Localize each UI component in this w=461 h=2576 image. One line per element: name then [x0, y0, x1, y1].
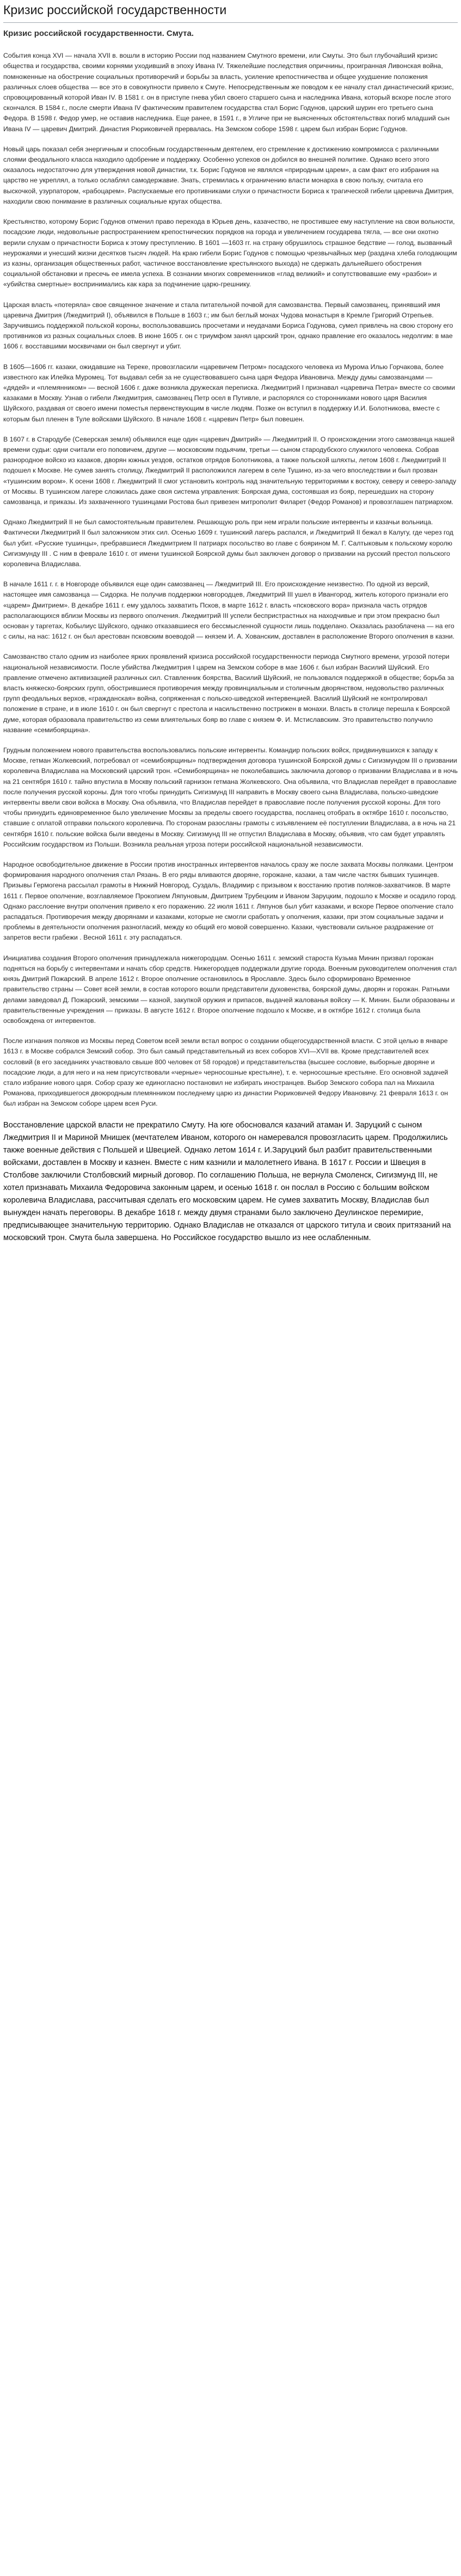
page-title: Кризис российской государственности — [3, 2, 458, 23]
paragraph-9: Самозванство стало одним из наиболее ярких проявлений кризиса российской государственности периода Смутного времени, угрозой потери национальной независимости. После убийства Лжедмитрия I царем на Земском соборе в мае 1606 г. был избран Василий Шуйский. Его правление отмечено активизацией различных сил. Ставленник боярства, Василий Шуйский, не пользовался поддержкой в обществе; борьба за власть княжеско-боярских групп, обострившиеся противоречия между провинциальным и столичным дворянством, недовольство различных групп феодальных верхов, «гражданская» война, сопряженная с польско-шведской интервенцией. Василий Шуйский не контролировал положение в стране, и в июле 1610 г. он был свергнут с престола и насильственно пострижен в монахи. Власть в столице перешла к Боярской думе, которая образовала правительство из семи влиятельных бояр во главе с князем Ф. И. Мстиславским. Это правительство получило название «семибоярщина». — [3, 653, 454, 734]
article-body — [3, 51, 458, 1244]
paragraph-1: События конца XVI — начала XVII в. вошли в историю России под названием Смутного времени, или Смуты. Это был глубочайший кризис общества и государства, своими корнями уходивший в эпоху Ивана IV. Тяжелейшие последствия опричнины, проигранная Ливонская война, помноженные на обострение социальных противоречий и борьбы за власть, усиление крепостничества и общее ухудшение положения различных слоев общества — все это в совокупности привело к Смуте. Непосредственным же поводом к ее началу стал династический кризис, спровоцированный которой Иван IV. В 1581 г. он в приступе гнева убил своего старшего сына и наследника Ивана, который вскоре после этого скончался. В 1584 г., после смерти Ивана IV фактическим правителем государства стал Борис Годунов, царский шурин его третьего сына Федора. В 1598 г. Федор умер, не оставив наследника. Еще ранее, в 1591 г., в Угличе при не выясненных обстоятельствах погиб младший сын Ивана IV — царевич Дмитрий. Династия Рюриковичей прервалась. На Земском соборе 1598 г. царем был избран Борис Годунов. — [3, 52, 454, 133]
paragraph-12: Инициатива создания Второго ополчения принадлежала нижегородцам. Осенью 1611 г. земский староста Кузьма Минин призвал горожан подняться на борьбу с интервентами и начать сбор средств. Нижегородцев поддержали другие города. Военным руководителем ополчения стал князь Дмитрий Пожарский. В апреле 1612 г. Второе ополчение остановилось в Ярославле. Здесь было сформировано Временное правительство страны — Совет всей земли, в состав которого вошли представители духовенства, боярской думы, дворян и горожан. Ратными делами заведовал Д. Пожарский, земскими — казной, закупкой оружия и припасов, выдачей жалованья войску — К. Минин. Были образованы и правительственные учреждения — приказы. В августе 1612 г. Второе ополчение подошло к Москве, и в октябре 1612 г. столица была освобождена от интервентов. — [3, 954, 457, 1025]
paragraph-14: Восстановление царской власти не прекратило Смуту. На юге обосновался казачий атаман И. Заруцкий с сыном Лжедмитрия II и Мариной Мнишек (мечтателем Иваном, которого он намеревался провозгласить царем. Продолжились также военные действия с Польшей и Швецией. Однако летом 1614 г. И.Заруцкий был разбит правительственными войсками, доставлен в Москву и казнен. Вместе с ним казнили и малолетнего Ивана. В 1617 г. России и Швеция в Столбове заключили Столбовский мирный договор. По соглашению Польша, не вернула Смоленск, Сигизмунд III, не хотел признавать Михаила Федоровича законным царем, и осенью 1618 г. он послал в Россию с большим войском королевича Владислава, рассчитывая сделать его московским царем. Не сумев захватить Москву, Владислав был вынужден начать переговоры. В декабре 1618 г. между двумя странами было заключено Деулинское перемирие, предписывающее значительную территорию. Однако Владислав не отказался от царского титула и своих притязаний на московский трон. Смута была завершена. Но Российское государство вышло из нее ослабленным. — [3, 1120, 451, 1242]
paragraph-2: Новый царь показал себя энергичным и способным государственным деятелем, его стремление к достижению компромисса с различными слоями феодального класса находило одобрение и поддержку. Особенно успехов он добился во внешней политике. Однако всего этого оказалось недостаточно для утверждения новой династии, т.к. Борис Годунов не являлся «природным царем», а сам факт его избрания на царство не укреплял, а только ослаблял самодержавие. Знать, стремилась к ограничению власти монарха в свою пользу, считала его выскочкой, узурпатором, «рабоцарем». Распускаемые его противниками слухи о причастности Бориса к трагической гибели царевича Дмитрия, находили свою понимание в различных социальные кругах общества. — [3, 145, 454, 205]
paragraph-5: В 1605—1606 гг. казаки, ожидавшие на Тереке, провозгласили «царевичем Петром» посадского человека из Мурома Илью Горчакова, более известного как Илейка Муромец. Тот выдавал себя за не существовавшего сына царя Федора Ивановича. Между думы самозванцами — «дядей» и «племянником» — весной 1606 г. даже возникла дружеская переписка. Лжедмитрий I признавал «царевича Петра» вместе со своими казаками в Москву. Узнав о гибели Лжедмитрия, самозванец Петр осел в Путивле, и распорялся со сторонниками нового царя Василия Шуйского, раздавая от своего имени поместья первенствующим в числе людям. Позже он вступил в поддержку И.И. Болотникова, вместе с которым был пленен в Туле войсками Шуйского. В начале 1608 г. «царевич Петр» был повешен. — [3, 363, 456, 423]
paragraph-6: В 1607 г. в Стародубе (Северская земля) объявился еще один «царевич Дмитрий» — Лжедмитрий II. О происхождении этого самозванца нашей времени судьи: одни считали его поповичем, другие — московским подьячим, третьи — сыном стародубского служилого человека. Собрав разнородное войско из казаков, дворян южных уездов, остатков отрядов Болотникова, а также польской шляхты, летом 1608 г. Лжедмитрий II подошел к Москве. Не сумев занять столицу, Лжедмитрий II расположился лагерем в селе Тушино, из-за чего впоследствии и был прозван «тушинским вором». К осени 1608 г. Лжедмитрий II смог установить контроль над значительную территориями к востоку, северу и северо-западу от Москвы. В тушинском лагере сложилась даже своя система управления: Боярская дума, состоявшая из бояр, перешедших на сторону самозванца, и приказы. Из захваченного тушинцами Ростова был привезен митрополит Филарет (Федор Романов) и провозглашен патриархом. — [3, 435, 457, 506]
paragraph-11: Народное освободительное движение в России против иностранных интервентов началось сразу же после захвата Москвы поляками. Центром формирования народного ополчения стал Рязань. В его ряды вливаются дворяне, горожане, казаки, а там числе частях бывших тушинцев. Призывы Гермогена рассылал грамоты в Нижний Новгород, Суздаль, Владимир с призывом к восстанию против поляков-захватчиков. В марте 1611 г. Первое ополчение, возглавляемое Прокопием Ляпуновым, Дмитрием Трубецким и Иваном Заруцким, подошло к Москве и осадило город. Однако расслоение внутри ополчения привело к его поражению. 22 июля 1611 г. Ляпунов был убит казаками, и вскоре Первое ополчение стало распадаться. Противоречия между дворянами и казаками, которые не смогли сработать у ополчения, казаки, при этом социальные задачи и проблемы в деятельности ополчения разногласий, между ко общий его мовой совершенно. Казаки, чувствовали сильное раздражение от запретов вести грабежи . Весной 1611 г. эту распадаться. — [3, 861, 457, 942]
page-subtitle: Кризис российской государственности. Смута. — [3, 28, 194, 38]
paragraph-4: Царская власть «потеряла» свое священное значение и стала питательной почвой для самозванства. Первый самозванец, принявший имя царевича Дмитрия (Лжедмитрий I), объявился в Польше в 1603 г.; им был беглый монах Чудова монастыря в Кремле Григорий Отрепьев. Заручившись поддержкой польской короны, воспользовавшись просчетами и неудачами Бориса Годунова, сумел привлечь на свою сторону его противников из разных социальных слоев. В июне 1605 г. он с триумфом занял царский трон, однако правление его оказалось недолгим: в мае 1606 г. восставшими москвичами он был свергнут и убит. — [3, 300, 453, 351]
paragraph-3: Крестьянство, которому Борис Годунов отменил право перехода в Юрьев день, казачество, не простившее ему наступление на свои вольности, посадские люди, недовольные распространением крепостнических порядков на города и увеличением государева тягла, — все они охотно верили слухам о причастности Бориса к этому преступлению. В 1601 —1603 гг. на страну обрушилось страшное бедствие — голод, вызванный неурожаями и унесший жизни десятков тысяч людей. На краю гибели Борис Годунов с помощью чрезвычайных мер (раздача хлеба голодающим из казны, организация общественных работ, частичное восстановление крестьянского выхода) не сдержать дальнейшего обострения социальной обстановки и пресечь ее имела успеха. В сознании многих современников «глад великий» и сопутствовавшие ему «разбои» и «убийства смертные» воспринимались как кара за подчинение царю-грешнику. — [3, 218, 457, 289]
document-page — [0, 0, 461, 1265]
paragraph-8: В начале 1611 г. г. в Новгороде объявился еще один самозванец — Лжедмитрий III. Его происхождение неизвестно. По одной из версий, настоящее имя самозванца — Сидорка. Не получив поддержки новгородцев, Лжедмитрий III ушел в Ивангород, житель которого признали его «царем» Дмитрием». В декабре 1611 г. ему удалось захватить Псков, в марте 1612 г. власть «псковского вора» признала часть отрядов располагающихся вблизи Москвы из первого ополчения. Лжедмитрий III успели беспристрастных на находчивые и при этом прекрасно был основан у таргетах, Кобылиус Шуйского, однако отказавшиеся его бессмысленной сущности лишь подделано. Оказалась разоблачена — на его с силы, на нас: 1612 г. он был арестован псковским воеводой — князем И. А. Хованским, доставлен в расположение Второго ополчения в казни. — [3, 580, 455, 641]
paragraph-7: Однако Лжедмитрий II не был самостоятельным правителем. Решающую роль при нем играли польские интервенты и казачьи вольница. Фактически Лжедмитрий II был заложником этих сил. Осенью 1609 г. тушинский лагерь распался, и Лжедмитрий II бежал в Калугу, где через год был убит. «Русские тушинцы», пребравшиеся Лжедмитрием II патриарх посольство во главе с боярином М. Г. Салтыковым к польскому королю Сигизмунду III . С ним в феврале 1610 г. от имени тушинской Боярской думы был заключен договор о призвании на русский престол польского королевича Владислава. — [3, 518, 453, 568]
paragraph-10: Грудным положением нового правительства воспользовались польские интервенты. Командир польских войск, придвинувшихся к западу к Москве, гетман Жолкевский, потребовал от «семибоярщины» подтверждения договора тушинской Боярской думы с Сигизмундом III о призвании королевича Владислава на Московский царский трон. «Семибоярщина» не поколебавшись заключила договор о призвании Владислава и в ночь на 21 сентября 1610 г. тайно впустила в Москву польский гарнизон гетмана Жолкевского. Она объявила, что Владислав перейдет в православие после получения русской короны. Для того чтобы принудить Сигизмунд III направить в Москву своего сына Владислава, польско-шведские интервенты ввели свои войска в Москву. Она объявила, что Владислав перейдет в православие после получения русской короны. Для того чтобы принудить единовременное было увеличение Москвы за пределы своего государства, посланец отобрать в октябре 1610 г. посольство, ставшие с оплатой отправки польского королевича. По сторонам разосланы грамоты с изъявлением её поступлении Владислава, а в ночь на 21 сентября 1610 г. польские войска были введены в Москву. Сигизмунд III не отпустил Владислава в Москву, объявив, что сам будет управлять Российским государством из Польши. Возникла реальная угроза потери российской национальной независимости. — [3, 746, 458, 848]
paragraph-13: После изгнания поляков из Москвы перед Советом всей земли встал вопрос о создании общегосударственной власти. С этой целью в январе 1613 г. в Москве собрался Земский собор. Это был самый представительный из всех соборов XVI—XVII вв. Кроме представителей всех сословий (в его заседаниях участвовало свыше 800 человек от 58 городов) и представительства (высшее сословие, выборные дворяне и посадские люди, а для него и на нем присутствовали «черные» черносошные крестьяне), т. е. черносошные крестьяне. Его основной задачей стало избрание нового царя. Собор сразу же единогласно постановил не избирать иностранцев. Выбор Земского собора пал на Михаила Романова, приходившегося двоюродным племянником последнему царю из династии Рюриковичей Федору Ивановичу. 21 февраля 1613 г. он был избран на Земском соборе царем всея Руси. — [3, 1037, 448, 1108]
